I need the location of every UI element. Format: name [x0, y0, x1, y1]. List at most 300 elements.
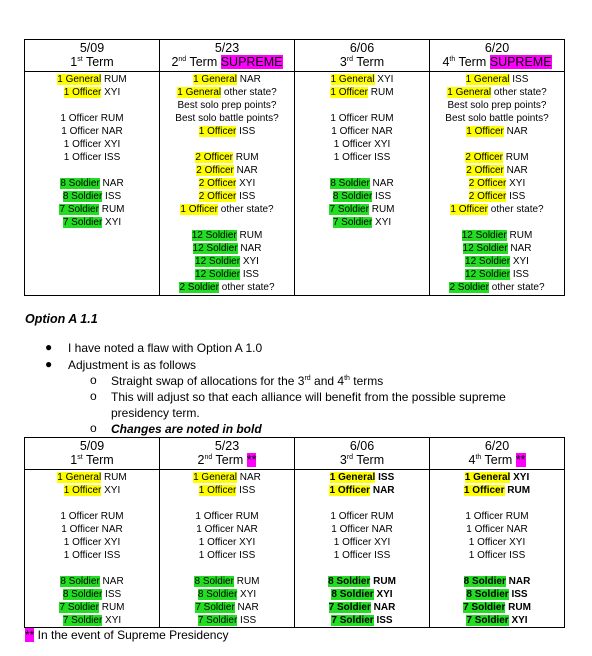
allocation-cell — [295, 72, 430, 296]
allocation-text: ISS — [509, 74, 529, 85]
highlighted-quantity: 1 Officer — [63, 87, 102, 98]
highlighted-quantity: 1 Officer — [198, 126, 237, 137]
allocation-text: XYI — [237, 589, 257, 600]
allocation-text: ISS — [236, 191, 256, 202]
allocation-text: ISS — [508, 589, 528, 600]
allocation-text: 1 Officer RUM — [330, 511, 394, 522]
allocation-line — [295, 536, 429, 549]
term-header — [160, 438, 295, 470]
allocation-text: 1 Officer NAR — [331, 524, 393, 535]
table-body-row — [25, 72, 565, 296]
highlighted-quantity: 12 Soldier — [465, 256, 511, 267]
allocation-line — [25, 549, 159, 562]
allocation-cell — [430, 470, 565, 628]
bullet-dot-icon: ● — [45, 357, 53, 371]
highlighted-quantity: 8 Soldier — [60, 178, 100, 189]
term-date: 6/06 — [349, 439, 375, 453]
allocation-line — [25, 177, 159, 190]
allocation-text: NAR — [503, 165, 528, 176]
allocation-line — [430, 190, 564, 203]
allocation-text: RUM — [101, 472, 127, 483]
allocation-text: ISS — [236, 485, 256, 496]
highlighted-quantity: 1 General — [464, 472, 511, 483]
allocation-text: RUM — [236, 230, 263, 241]
allocation-spacer — [160, 562, 294, 575]
term-date: 5/23 — [214, 439, 240, 453]
allocation-line — [25, 125, 159, 138]
allocation-line — [430, 588, 564, 601]
allocation-line — [160, 73, 294, 86]
allocation-line — [160, 151, 294, 164]
allocation-line — [160, 614, 294, 627]
term-header — [25, 40, 160, 72]
allocation-table-option-a-1-1 — [24, 437, 565, 628]
allocation-text: NAR — [370, 485, 395, 496]
allocation-text: 1 Officer RUM — [195, 511, 259, 522]
highlighted-quantity: 1 General — [57, 472, 102, 483]
allocation-line — [160, 281, 294, 294]
highlighted-quantity: 2 Officer — [465, 152, 504, 163]
allocation-spacer — [25, 497, 159, 510]
allocation-text: 1 Officer NAR — [196, 524, 258, 535]
supreme-star-marker: ** — [246, 453, 257, 467]
allocation-line — [430, 523, 564, 536]
term-label: 4th Term ** — [468, 453, 526, 467]
term-header — [160, 40, 295, 72]
allocation-text: XYI — [373, 589, 393, 600]
allocation-line — [295, 614, 429, 627]
allocation-text: Best solo prep points? — [177, 100, 277, 111]
allocation-text: 1 Officer NAR — [331, 126, 393, 137]
allocation-spacer — [25, 164, 159, 177]
allocation-line — [160, 588, 294, 601]
highlighted-quantity: 8 Soldier — [463, 576, 506, 587]
allocation-text: 1 Officer RUM — [465, 511, 529, 522]
table-header-row — [25, 438, 565, 470]
allocation-line — [25, 536, 159, 549]
allocation-text: 1 Officer XYI — [468, 537, 526, 548]
highlighted-quantity: 7 Soldier — [328, 602, 371, 613]
highlighted-quantity: 2 Officer — [466, 165, 504, 176]
allocation-text: NAR — [237, 243, 262, 254]
highlighted-quantity: 1 General — [193, 472, 237, 483]
allocation-text: RUM — [233, 576, 260, 587]
allocation-line — [160, 229, 294, 242]
allocation-cell — [430, 72, 565, 296]
allocation-line — [160, 203, 294, 216]
allocation-text: XYI — [102, 615, 122, 626]
allocation-text: XYI — [508, 615, 528, 626]
allocation-spacer — [430, 216, 564, 229]
supreme-badge: SUPREME — [220, 55, 283, 69]
allocation-text: other state? — [491, 87, 547, 98]
allocation-line — [160, 268, 294, 281]
allocation-line — [25, 484, 159, 497]
allocation-text: XYI — [374, 74, 394, 85]
allocation-line — [430, 73, 564, 86]
allocation-line — [430, 164, 564, 177]
allocation-spacer — [430, 562, 564, 575]
allocation-text: 1 Officer RUM — [60, 511, 124, 522]
allocation-text: RUM — [503, 152, 529, 163]
allocation-line — [160, 125, 294, 138]
allocation-text: 1 Officer ISS — [63, 152, 121, 163]
allocation-text: 1 Officer ISS — [468, 550, 526, 561]
term-label: 3rd Term — [339, 453, 385, 467]
allocation-line — [430, 268, 564, 281]
allocation-text: RUM — [368, 87, 394, 98]
allocation-line — [430, 281, 564, 294]
allocation-spacer — [160, 216, 294, 229]
allocation-spacer — [295, 497, 429, 510]
highlighted-quantity: 2 Officer — [468, 178, 507, 189]
allocation-line — [25, 510, 159, 523]
allocation-line — [160, 549, 294, 562]
term-header — [430, 40, 565, 72]
highlighted-quantity: 12 Soldier — [195, 269, 241, 280]
allocation-text: NAR — [233, 165, 258, 176]
allocation-line — [430, 484, 564, 497]
term-date: 6/20 — [484, 439, 510, 453]
bullet-item: I have noted a flaw with Option A 1.0 — [68, 341, 263, 355]
allocation-text: 1 Officer XYI — [333, 537, 391, 548]
allocation-line — [160, 484, 294, 497]
highlighted-quantity: 2 Officer — [195, 152, 234, 163]
highlighted-quantity: 1 Officer — [450, 204, 488, 215]
allocation-text: 1 Officer XYI — [333, 139, 391, 150]
allocation-line — [25, 523, 159, 536]
allocation-text: RUM — [368, 204, 395, 215]
allocation-line — [295, 484, 429, 497]
highlighted-quantity: 8 Soldier — [328, 576, 371, 587]
allocation-text: XYI — [510, 256, 529, 267]
allocation-cell — [295, 470, 430, 628]
allocation-line — [25, 86, 159, 99]
allocation-text: NAR — [237, 472, 261, 483]
allocation-text: 1 Officer NAR — [466, 524, 528, 535]
highlighted-quantity: 1 General — [329, 472, 376, 483]
highlighted-quantity: 7 Soldier — [62, 217, 103, 228]
allocation-spacer — [160, 138, 294, 151]
allocation-text: Best solo battle points? — [445, 113, 549, 124]
allocation-text: RUM — [98, 602, 125, 613]
term-header — [295, 40, 430, 72]
allocation-text: ISS — [372, 191, 392, 202]
allocation-line — [430, 151, 564, 164]
allocation-text: RUM — [98, 204, 125, 215]
highlighted-quantity: 2 Soldier — [449, 282, 489, 293]
highlighted-quantity: 8 Soldier — [332, 191, 373, 202]
allocation-text: NAR — [99, 576, 124, 587]
allocation-spacer — [160, 497, 294, 510]
highlighted-quantity: 7 Soldier — [195, 602, 235, 613]
allocation-text: ISS — [236, 126, 256, 137]
allocation-line — [160, 177, 294, 190]
highlighted-quantity: 8 Soldier — [197, 589, 238, 600]
allocation-spacer — [295, 99, 429, 112]
sub-bullet-circle-icon: o — [90, 389, 97, 403]
allocation-text: Best solo battle points? — [175, 113, 279, 124]
allocation-text: 1 Officer ISS — [333, 152, 391, 163]
allocation-cell — [25, 470, 160, 628]
allocation-text: 1 Officer XYI — [63, 537, 121, 548]
allocation-text: ISS — [102, 191, 122, 202]
allocation-line — [25, 138, 159, 151]
allocation-spacer — [25, 562, 159, 575]
highlighted-quantity: 2 Soldier — [179, 282, 219, 293]
allocation-line — [25, 601, 159, 614]
allocation-spacer — [25, 99, 159, 112]
term-date: 5/09 — [79, 439, 105, 453]
highlighted-quantity: 7 Soldier — [59, 602, 99, 613]
allocation-cell — [25, 72, 160, 296]
allocation-text: XYI — [510, 472, 530, 483]
allocation-line — [25, 73, 159, 86]
allocation-line — [25, 203, 159, 216]
sub-bullet-item: Changes are noted in bold — [111, 422, 262, 436]
footnote-text: In the event of Supreme Presidency — [34, 628, 229, 642]
allocation-line — [295, 575, 429, 588]
highlighted-quantity: 12 Soldier — [461, 230, 507, 241]
allocation-spacer — [430, 138, 564, 151]
footnote — [25, 628, 228, 642]
highlighted-quantity: 2 Officer — [196, 165, 234, 176]
sub-bullet-circle-icon: o — [90, 421, 97, 435]
allocation-line — [25, 614, 159, 627]
allocation-text: ISS — [510, 269, 529, 280]
highlighted-quantity: 8 Soldier — [62, 191, 103, 202]
allocation-text: NAR — [237, 74, 261, 85]
allocation-line — [430, 125, 564, 138]
supreme-badge: SUPREME — [489, 55, 552, 69]
allocation-line — [295, 190, 429, 203]
highlighted-quantity: 2 Officer — [198, 191, 237, 202]
footnote-star-marker: ** — [25, 628, 35, 642]
allocation-line — [160, 601, 294, 614]
section-heading: Option A 1.1 — [25, 312, 98, 326]
highlighted-quantity: 8 Soldier — [331, 589, 374, 600]
allocation-text: ISS — [237, 615, 257, 626]
allocation-line — [160, 510, 294, 523]
allocation-text: ISS — [102, 589, 122, 600]
allocation-text: XYI — [506, 178, 526, 189]
allocation-text: RUM — [505, 602, 531, 613]
highlighted-quantity: 1 Officer — [180, 204, 218, 215]
allocation-line — [430, 549, 564, 562]
allocation-text: RUM — [504, 485, 531, 496]
highlighted-quantity: 12 Soldier — [191, 230, 237, 241]
allocation-text: other state? — [221, 87, 277, 98]
allocation-line — [295, 549, 429, 562]
allocation-line — [25, 151, 159, 164]
sub-bullet-item: This will adjust so that each alliance will benefit from the possible supreme presidency term. — [111, 390, 506, 420]
allocation-line — [430, 112, 564, 125]
highlighted-quantity: 7 Soldier — [331, 615, 374, 626]
allocation-line — [295, 216, 429, 229]
allocation-line — [430, 601, 564, 614]
highlighted-quantity: 8 Soldier — [194, 576, 234, 587]
allocation-line — [430, 86, 564, 99]
highlighted-quantity: 12 Soldier — [462, 243, 508, 254]
term-label: 2nd Term SUPREME — [171, 55, 283, 69]
allocation-text: ISS — [375, 472, 395, 483]
allocation-line — [430, 203, 564, 216]
allocation-line — [160, 190, 294, 203]
term-label: 2nd Term ** — [197, 453, 257, 467]
allocation-spacer — [430, 497, 564, 510]
supreme-star-marker: ** — [515, 453, 526, 467]
term-date: 6/06 — [349, 41, 375, 55]
allocation-line — [295, 112, 429, 125]
table-body-row — [25, 470, 565, 628]
allocation-text: 1 Officer RUM — [60, 113, 124, 124]
allocation-line — [295, 523, 429, 536]
highlighted-quantity: 2 Officer — [468, 191, 507, 202]
allocation-line — [160, 112, 294, 125]
allocation-line — [160, 164, 294, 177]
allocation-text: ISS — [373, 615, 393, 626]
highlighted-quantity: 12 Soldier — [465, 269, 511, 280]
allocation-line — [295, 510, 429, 523]
highlighted-quantity: 8 Soldier — [330, 178, 370, 189]
allocation-text: RUM — [506, 230, 533, 241]
allocation-line — [25, 471, 159, 484]
term-label: 1st Term — [70, 55, 114, 69]
allocation-line — [295, 471, 429, 484]
allocation-line — [25, 575, 159, 588]
allocation-text: 1 Officer ISS — [63, 550, 121, 561]
allocation-text: Best solo prep points? — [447, 100, 547, 111]
allocation-text: other state? — [218, 204, 274, 215]
allocation-line — [430, 99, 564, 112]
allocation-text: NAR — [370, 602, 396, 613]
allocation-line — [430, 242, 564, 255]
highlighted-quantity: 8 Soldier — [62, 589, 103, 600]
term-date: 5/09 — [79, 41, 105, 55]
highlighted-quantity: 1 Officer — [63, 485, 102, 496]
allocation-line — [25, 588, 159, 601]
allocation-text: NAR — [234, 602, 259, 613]
allocation-line — [25, 190, 159, 203]
allocation-cell — [160, 72, 295, 296]
allocation-text: other state? — [488, 282, 545, 293]
allocation-text: 1 Officer RUM — [330, 113, 394, 124]
highlighted-quantity: 1 Officer — [329, 485, 371, 496]
allocation-text: RUM — [101, 74, 127, 85]
allocation-line — [160, 99, 294, 112]
table-header-row — [25, 40, 565, 72]
sub-bullet-circle-icon: o — [90, 373, 97, 387]
allocation-text: 1 Officer XYI — [63, 139, 121, 150]
highlighted-quantity: 1 General — [447, 87, 492, 98]
allocation-text: XYI — [102, 217, 122, 228]
allocation-line — [160, 86, 294, 99]
allocation-line — [430, 614, 564, 627]
allocation-line — [160, 575, 294, 588]
allocation-text: RUM — [370, 576, 396, 587]
allocation-text: XYI — [236, 178, 256, 189]
allocation-line — [430, 510, 564, 523]
sub-bullet-item: Straight swap of allocations for the 3rd and 4th terms — [111, 374, 384, 388]
allocation-line — [295, 601, 429, 614]
allocation-text: XYI — [372, 217, 392, 228]
allocation-spacer — [295, 562, 429, 575]
allocation-line — [295, 73, 429, 86]
allocation-line — [430, 471, 564, 484]
allocation-line — [295, 86, 429, 99]
highlighted-quantity: 7 Soldier — [466, 615, 509, 626]
highlighted-quantity: 1 General — [465, 74, 510, 85]
highlighted-quantity: 12 Soldier — [195, 256, 241, 267]
highlighted-quantity: 7 Soldier — [59, 204, 99, 215]
term-label: 3rd Term — [339, 55, 385, 69]
allocation-text: NAR — [369, 178, 394, 189]
term-date: 5/23 — [214, 41, 240, 55]
highlighted-quantity: 7 Soldier — [197, 615, 238, 626]
term-header — [25, 438, 160, 470]
highlighted-quantity: 1 General — [177, 87, 222, 98]
bullet-item: Adjustment is as follows — [68, 358, 197, 372]
allocation-line — [160, 255, 294, 268]
highlighted-quantity: 1 General — [57, 74, 102, 85]
allocation-table-option-a — [24, 39, 565, 296]
allocation-line — [160, 523, 294, 536]
allocation-text: 1 Officer ISS — [333, 550, 391, 561]
bullet-dot-icon: ● — [45, 340, 53, 354]
allocation-line — [430, 229, 564, 242]
allocation-line — [430, 536, 564, 549]
highlighted-quantity: 1 General — [193, 74, 237, 85]
term-header — [295, 438, 430, 470]
allocation-text: ISS — [506, 191, 526, 202]
allocation-text: NAR — [503, 126, 528, 137]
highlighted-quantity: 1 General — [330, 74, 375, 85]
allocation-text: XYI — [240, 256, 259, 267]
allocation-text: RUM — [233, 152, 259, 163]
highlighted-quantity: 8 Soldier — [60, 576, 100, 587]
allocation-text: 1 Officer NAR — [61, 524, 123, 535]
highlighted-quantity: 1 Officer — [330, 87, 369, 98]
term-label: 4th Term SUPREME — [442, 55, 552, 69]
highlighted-quantity: 1 Officer — [198, 485, 237, 496]
allocation-line — [430, 255, 564, 268]
highlighted-quantity: 7 Soldier — [332, 217, 373, 228]
allocation-text: other state? — [218, 282, 275, 293]
allocation-text: XYI — [101, 485, 121, 496]
allocation-line — [295, 125, 429, 138]
term-label: 1st Term — [70, 453, 114, 467]
allocation-text: NAR — [505, 576, 531, 587]
allocation-text: other state? — [488, 204, 544, 215]
highlighted-quantity: 7 Soldier — [463, 602, 506, 613]
highlighted-quantity: 8 Soldier — [466, 589, 509, 600]
allocation-line — [430, 575, 564, 588]
allocation-line — [295, 588, 429, 601]
highlighted-quantity: 7 Soldier — [329, 204, 369, 215]
allocation-line — [160, 536, 294, 549]
allocation-text: XYI — [101, 87, 121, 98]
highlighted-quantity: 12 Soldier — [192, 243, 238, 254]
term-date: 6/20 — [484, 41, 510, 55]
allocation-text: NAR — [507, 243, 532, 254]
highlighted-quantity: 1 Officer — [466, 126, 504, 137]
allocation-spacer — [295, 164, 429, 177]
highlighted-quantity: 2 Officer — [198, 178, 237, 189]
allocation-text: 1 Officer XYI — [198, 537, 256, 548]
allocation-text: 1 Officer ISS — [198, 550, 256, 561]
allocation-text: ISS — [240, 269, 259, 280]
allocation-text: NAR — [99, 178, 124, 189]
